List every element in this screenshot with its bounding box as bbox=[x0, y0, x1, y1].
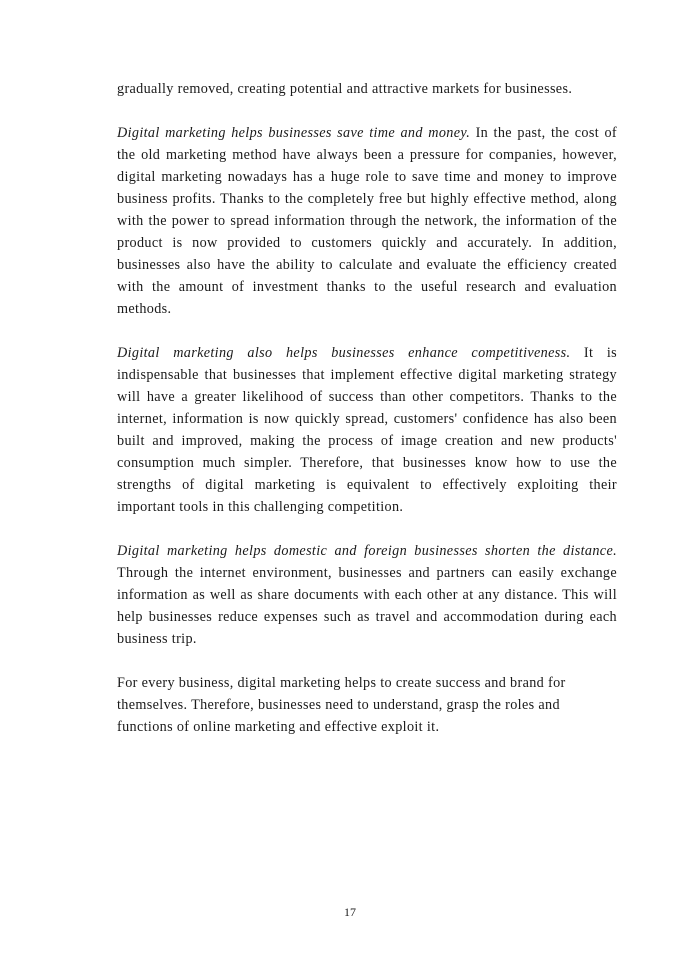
page-number: 17 bbox=[344, 905, 356, 919]
paragraph-lead-italic: Digital marketing helps domestic and foreign businesses shorten the distance. bbox=[117, 543, 617, 559]
paragraph-lead-italic: Digital marketing helps businesses save time and money. bbox=[117, 125, 471, 141]
paragraph-lead-italic: Digital marketing also helps businesses enhance competitiveness. bbox=[117, 345, 571, 361]
paragraph-shorten-distance bbox=[117, 540, 617, 650]
paragraph-conclusion bbox=[117, 672, 617, 738]
paragraph-text: Through the internet environment, businesses and partners can easily exchange information as well as share documents with each other at any distance. This will help businesses reduce expenses such as travel and accommodation during each business trip. bbox=[117, 565, 617, 647]
paragraph-save-time-money bbox=[117, 122, 617, 320]
paragraph-text: In the past, the cost of the old marketing method have always been a pressure for companies, however, digital marketing nowadays has a huge role to save time and money to improve business profits. Thanks to the completely free but highly effective method, along with the power to spread information through the network, the information of the product is now provided to customers quickly and accurately. In addition, businesses also have the ability to calculate and evaluate the efficiency created with the amount of investment thanks to the useful research and evaluation methods. bbox=[117, 125, 617, 317]
paragraph-text: gradually removed, creating potential and attractive markets for businesses. bbox=[117, 81, 573, 97]
document-body bbox=[117, 78, 617, 760]
paragraph-intro-continuation bbox=[117, 78, 617, 100]
paragraph-text: For every business, digital marketing helps to create success and brand for themselves. Therefore, businesses need to understand, grasp the roles and functions of online marketing and effective exploit it. bbox=[117, 675, 566, 735]
paragraph-competitiveness bbox=[117, 342, 617, 518]
paragraph-text: It is indispensable that businesses that implement effective digital marketing strategy will have a greater likelihood of success than other competitors. Thanks to the internet, information is now quickly spread, customers' confidence has also been built and improved, making the process of image creation and new products' consumption much simpler. Therefore, that businesses know how to use the strengths of digital marketing is equivalent to effectively exploiting their important tools in this challenging competition. bbox=[117, 345, 617, 515]
